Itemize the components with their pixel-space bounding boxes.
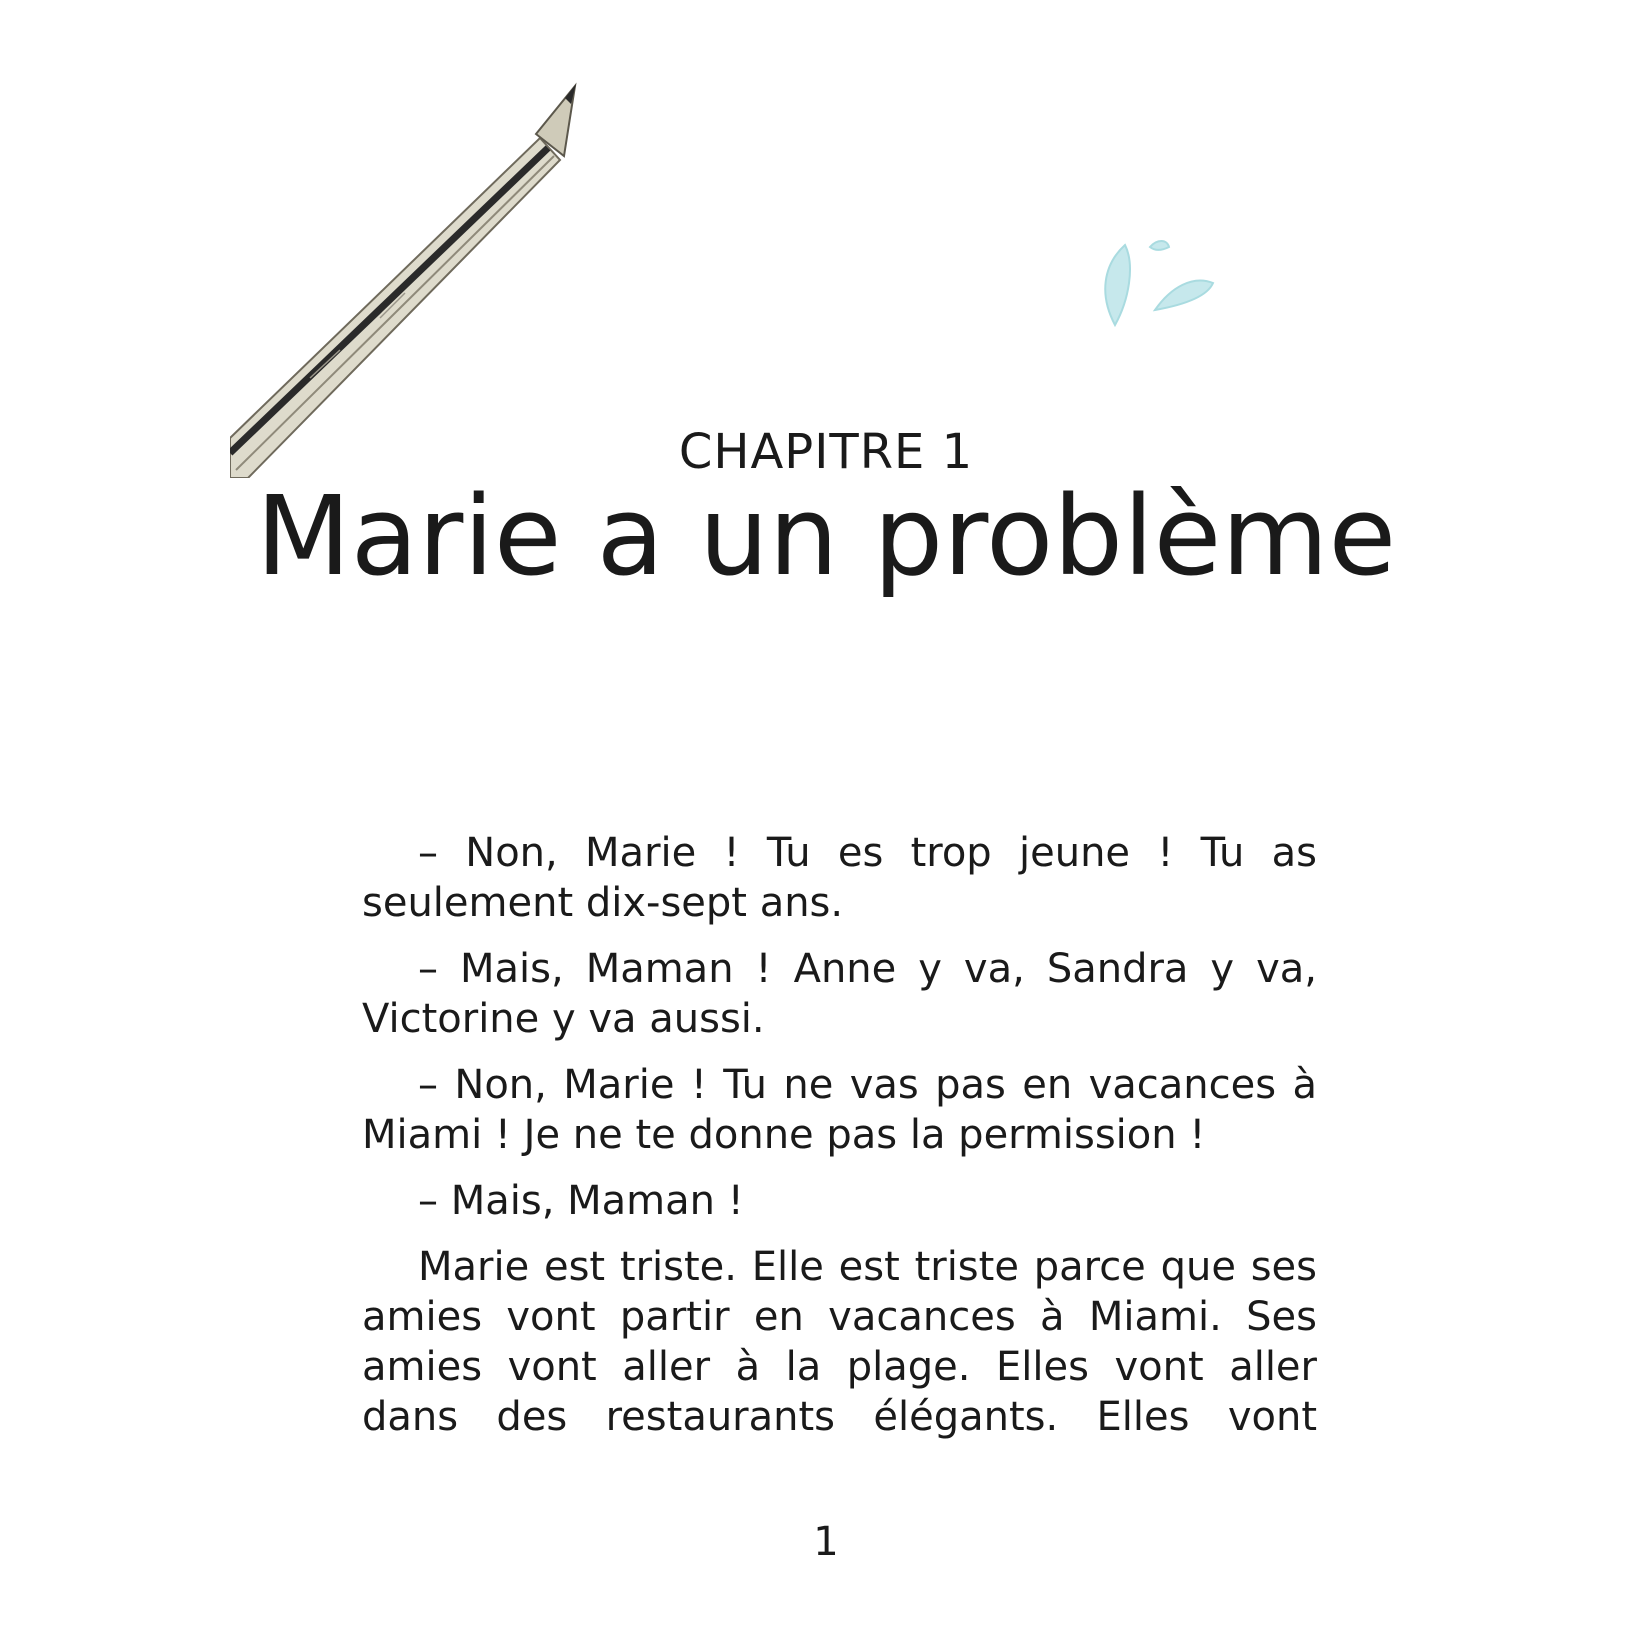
paragraph: – Mais, Maman ! <box>418 1178 744 1224</box>
pencil-icon <box>230 78 610 478</box>
paragraph: – Mais, Maman ! Anne y va, Sandra y va, Victorine y va aussi. <box>362 946 1317 1042</box>
page-number: 1 <box>813 1519 839 1565</box>
paragraph: – Non, Marie ! Tu es trop jeune ! Tu as seulement dix-sept ans. <box>362 830 1317 926</box>
paragraph: – Non, Marie ! Tu ne vas pas en vacances à Miami ! Je ne te donne pas la permission ! <box>362 1062 1317 1158</box>
chapter-label: CHAPITRE 1 <box>678 424 974 480</box>
chapter-body <box>362 828 1317 1458</box>
water-splash-icon <box>1095 225 1225 330</box>
chapter-title: Marie a un problème <box>255 472 1397 600</box>
paragraph: Marie est triste. Elle est triste parce que ses amies vont partir en vacances à Miami. Ses amies vont aller à la plage. Elles vont aller dans des restaurants élégants. Elles vont <box>362 1244 1317 1440</box>
